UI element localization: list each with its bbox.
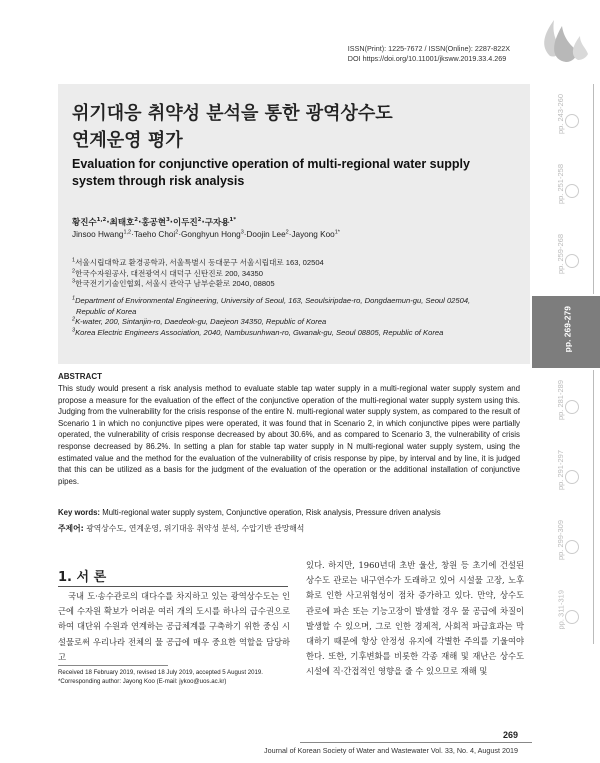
authors-english: Jinsoo Hwang$^{1,2}$·Taeho Choi$^2$·Gonghyun Hong$^3$·Doojin Lee$^2$·Jayong Koo$^{1*}$ xyxy=(72,229,340,239)
title-english-line1: Evaluation for conjunctive operation of multi-regional water supply xyxy=(72,157,470,171)
tab-dot-icon xyxy=(565,540,579,554)
title-korean-line1: 위기대응 취약성 분석을 통한 광역상수도 xyxy=(72,103,393,124)
author-ko: 이두진$^2$ xyxy=(173,217,202,228)
tab-pp-259-268[interactable] xyxy=(565,224,594,294)
tab-dot-icon xyxy=(565,114,579,128)
tab-dot-icon xyxy=(565,470,579,484)
keywords-korean xyxy=(58,523,528,534)
author-ko: 홍공현$^3$ xyxy=(141,217,170,228)
footnote-divider xyxy=(58,665,168,666)
received-dates: Received 18 February 2019, revised 18 July 2019, accepted 5 August 2019. xyxy=(58,669,263,676)
body-column-right: 있다. 하지만, 1960년대 초반 울산, 창원 등 초기에 건설된 상수도 관로는 내구연수가 도래하고 있어 시설물 고장, 노후화로 인한 사고위험성이 점차 증가하고 있다. 만약, 상수도 관로에 파손 또는 기능고장이 발생할 경우 물 공급에 차질이 발생할 수 있으며, 그로 인한 경제적, 사회적 파급효과는 막대하기 때문에 항상 안정성 유지에 각별한 주의를 기울여야 한다. 또한, 기후변화를 비롯한 각종 재해 및 재난은 상수도 시설에 직·간접적인 영향을 줄 수 있으므로 재해 및 xyxy=(306,560,524,677)
tab-pp-311-319[interactable] xyxy=(565,580,594,644)
affiliation-ko: $^1$서울시립대학교 환경공학과, 서울특별시 동대문구 서울시립대로 163, 02504 xyxy=(72,257,324,267)
tab-dot-icon xyxy=(565,184,579,198)
keywords-ko-text: 광역상수도, 연계운영, 위기대응 취약성 분석, 수압기반 관망해석 xyxy=(86,524,305,533)
tab-label: pp. 281-289 xyxy=(556,380,565,421)
tab-dot-icon xyxy=(565,610,579,624)
keywords-label: Key words: xyxy=(58,508,101,517)
title-korean xyxy=(72,100,512,154)
tab-label: pp. 311-319 xyxy=(556,590,565,630)
tab-label: pp. 291-297 xyxy=(556,450,565,491)
tab-label: pp. 299-309 xyxy=(556,520,565,561)
author-en: Jinsoo Hwang$^{1,2}$ xyxy=(72,229,132,239)
tab-pp-299-309[interactable] xyxy=(565,510,594,580)
doi-text: DOI https://doi.org/10.11001/jksww.2019.33.4.269 xyxy=(347,54,507,63)
header-info xyxy=(348,44,510,64)
author-ko: 최태호$^2$ xyxy=(109,217,139,228)
tab-dot-icon xyxy=(565,254,579,268)
author-en: Doojin Lee$^2$ xyxy=(246,229,289,239)
author-en: Jayong Koo$^{1*}$ xyxy=(291,229,340,239)
keywords-text: Multi-regional water supply system, Conjunctive operation, Risk analysis, Pressure driven analysis xyxy=(102,508,441,517)
tab-label: pp. 251-258 xyxy=(556,164,565,205)
affiliations-english xyxy=(72,296,522,338)
abstract-body: This study would present a risk analysis method to evaluate stable tap water supply in a multi-regional water supply system and propose a measure for the evaluation of the effect of the conjunctive operation of the multi-regional water supply system using this. Judging from the vulnerability for the crisis response of the entire N. multi-regional water supply system, as compared to the result of Scenario 1 in which no conjunctive pipes were operated, it was found that in Scenario 2, in which conjunctive pipes were partially operated, the vulnerability of crisis response decreased by about 30.6%, and as compared to Scenario 3, the vulnerability of crisis response decreased by 86.2%. In setting a plan for stable tap water supply in N multi-regional water supply system, using the estimated value and the method for the evaluation of the vulnerability of crisis response by pipe, by interval and by line, it is judged that this can be utilized as a basis for the judgment of the evaluation of the operation or the additional installation of conjunctive pipes. xyxy=(58,384,520,486)
title-english-line2: system through risk analysis xyxy=(72,174,245,188)
author-en: Gonghyun Hong$^3$ xyxy=(181,229,244,239)
tab-pp-251-258[interactable] xyxy=(565,154,594,224)
keywords-english xyxy=(58,508,528,517)
author-en: Taeho Choi$^2$ xyxy=(133,229,179,239)
affiliation-ko: $^3$한국전기기술인협회, 서울시 관악구 남부순환로 2040, 08805 xyxy=(72,278,275,289)
tab-dot-icon xyxy=(565,400,579,414)
affiliation-en: Republic of Korea xyxy=(76,306,137,316)
tab-label: pp. 243-260 xyxy=(556,94,565,135)
active-tab-label: pp. 269-279 xyxy=(562,306,572,353)
issn-text: ISSN(Print): 1225-7672 / ISSN(Online): 2287-822X xyxy=(347,44,510,53)
section-heading: 1. 서 론 xyxy=(58,570,107,585)
affiliation-en: $^2$K-water, 200, Sintanjin-ro, Daedeok-gu, Daejeon 34350, Republic of Korea xyxy=(72,316,327,327)
affiliation-en: $^1$Department of Environmental Engineering, University of Seoul, 163, Seoulsiripdae-ro, Dongdaemun-gu, Seoul 02504, xyxy=(72,295,471,305)
tab-pp-291-297[interactable] xyxy=(565,440,594,510)
issue-page-tabs xyxy=(532,84,600,644)
section-divider xyxy=(58,586,288,587)
tab-pp-281-289[interactable] xyxy=(565,370,594,440)
journal-citation: Journal of Korean Society of Water and Wastewater Vol. 33, No. 4, August 2019 xyxy=(264,746,518,755)
corresponding-author: *Corresponding author: Jayong Koo (E-mail: jykoo@uos.ac.kr) xyxy=(58,678,227,685)
title-english xyxy=(72,156,527,190)
water-drop-logo-icon xyxy=(536,12,592,68)
author-ko: 황진수$^{1,2}$ xyxy=(72,217,107,228)
tab-label: pp. 259-268 xyxy=(556,234,565,275)
authors-korean: 황진수$^{1,2}$·최태호$^2$·홍공현$^3$·이두진$^2$·구자용$^{1*}$ xyxy=(72,217,237,228)
page-number: 269 xyxy=(502,730,518,740)
keywords-ko-label: 주제어: xyxy=(58,524,84,533)
affiliation-ko: $^2$한국수자원공사, 대전광역시 대덕구 신탄진로 200, 34350 xyxy=(72,268,263,278)
title-korean-line2: 연계운영 평가 xyxy=(72,130,183,151)
affiliations-korean xyxy=(72,258,522,290)
abstract-heading: ABSTRACT xyxy=(58,372,102,381)
footer-divider xyxy=(300,742,532,743)
affiliation-en: $^3$Korea Electric Engineers Association, 2040, Nambusunhwan-ro, Gwanak-gu, Seoul 08805, Republic of Korea xyxy=(72,327,444,337)
tab-pp-243-260[interactable] xyxy=(565,84,594,154)
body-column-left: 국내 도·송수관로의 대다수를 차지하고 있는 광역상수도는 인근에 수자원 확보가 어려운 여러 개의 도시를 하나의 급수권으로 하여 대단위 수원과 연계하는 공급체계를 구축하기 위한 중심 시설물로써 우리나라 전체의 물 공급에 매우 중요한 역할을 담당하고 xyxy=(58,591,290,662)
footnote xyxy=(58,668,298,686)
author-ko: 구자용$^{1*}$ xyxy=(204,217,237,228)
